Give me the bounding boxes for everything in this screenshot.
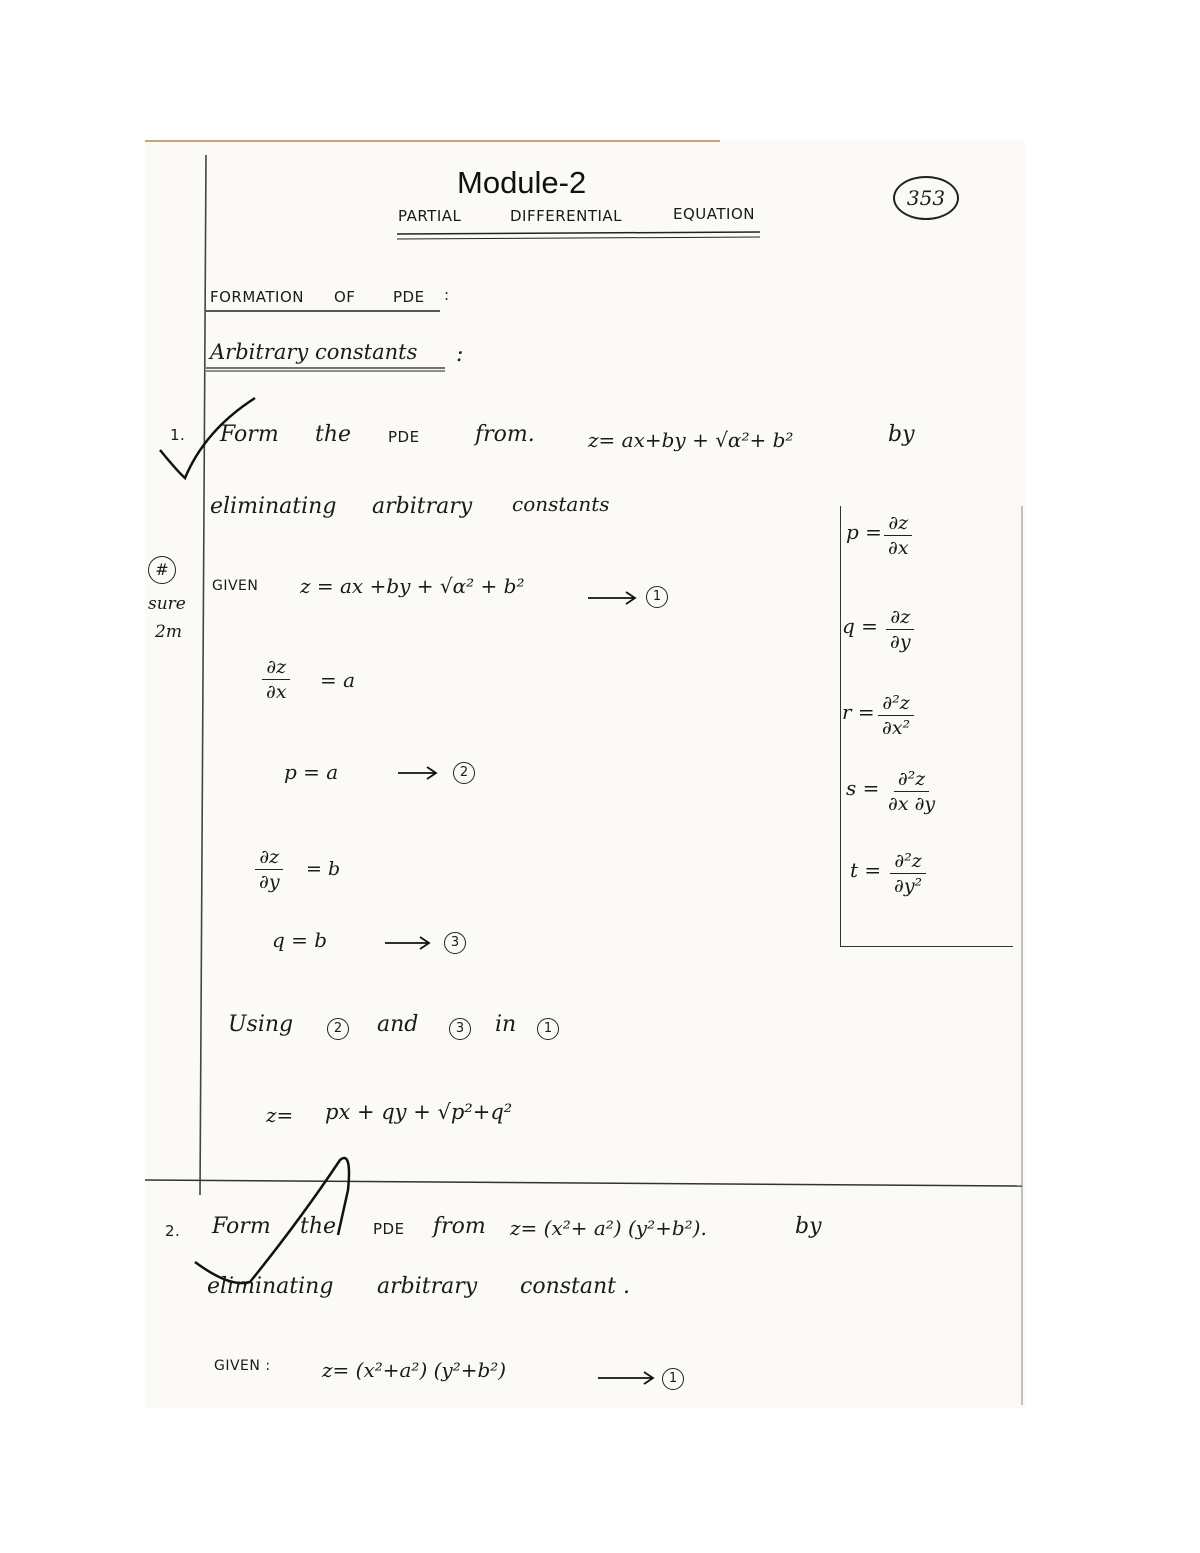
def-r-lhs: r = (842, 700, 875, 724)
fraction-denominator: ∂y (890, 631, 911, 653)
section-divider (145, 1180, 1022, 1186)
def-q-fraction (886, 606, 915, 653)
heading-of: OF (334, 288, 356, 306)
margin-note-2m: 2m (155, 622, 182, 642)
fraction-denominator: ∂x (888, 537, 909, 559)
heading-colon: : (444, 286, 450, 304)
fraction-denominator: ∂x² (882, 717, 911, 739)
using-in: in (495, 1012, 517, 1037)
ref-circle-3: 3 (444, 932, 466, 954)
subheading-colon: : (456, 342, 464, 367)
problem-1-word-pde: PDE (388, 428, 420, 446)
fraction-numerator: ∂²z (894, 768, 929, 792)
def-p-fraction (884, 512, 913, 559)
ref-circle-1: 1 (646, 586, 668, 608)
problem-2-number: 2. (165, 1222, 181, 1240)
fraction-dz-dx (262, 656, 291, 703)
margin-note-sure: sure (148, 594, 186, 614)
problem-2-word-the: the (300, 1214, 337, 1239)
subheading-arbitrary-constants: Arbitrary constants (210, 340, 418, 364)
subtitle-differential: DIFFERENTIAL (510, 207, 623, 225)
using-ref-3: 3 (449, 1018, 471, 1040)
problem-2-word-constant: constant . (520, 1274, 630, 1299)
given-equation-2: z= (x²+a²) (y²+b²) (322, 1358, 507, 1382)
subtitle-underline-2 (397, 237, 760, 239)
margin-mark-circle: # (148, 556, 176, 584)
problem-1-word-arbitrary: arbitrary (372, 494, 473, 519)
given-label-2: GIVEN : (214, 1358, 271, 1374)
subtitle-equation: EQUATION (673, 205, 755, 223)
def-s-lhs: s = (846, 776, 880, 800)
final-lhs: z= (266, 1103, 294, 1127)
q-equals-b: q = b (272, 928, 328, 952)
problem-1-word-eliminating: eliminating (210, 494, 337, 519)
problem-1-number: 1. (170, 426, 186, 444)
fraction-dz-dy (255, 846, 284, 893)
problem-2-word-from: from (433, 1214, 486, 1239)
problem-1-word-form: Form (220, 422, 279, 447)
given-label-1: GIVEN (212, 578, 259, 594)
def-p-lhs: p = (846, 520, 882, 544)
using-ref-1: 1 (537, 1018, 559, 1040)
problem-2-word-eliminating: eliminating (207, 1274, 334, 1299)
using-word: Using (228, 1012, 294, 1037)
arrows (385, 592, 653, 1384)
ref-circle-given-2: 1 (662, 1368, 684, 1390)
dz-dx-value: = a (320, 668, 356, 692)
problem-1-word-from: from. (475, 422, 535, 447)
fraction-numerator: ∂²z (890, 850, 925, 874)
fraction-numerator: ∂z (255, 846, 283, 870)
subtitle-underline (397, 232, 760, 234)
def-q-lhs: q = (842, 614, 878, 638)
def-r-fraction (878, 692, 914, 739)
using-and: and (377, 1012, 419, 1037)
fraction-numerator: ∂z (886, 606, 914, 630)
final-rhs: px + qy + √p²+q² (325, 1100, 513, 1124)
page-number-badge: 353 (893, 176, 959, 220)
fraction-denominator: ∂y² (894, 875, 923, 897)
p-equals-a: p = a (284, 760, 339, 784)
problem-1-equation: z= ax+by + √α²+ b² (588, 428, 794, 452)
fraction-numerator: ∂²z (878, 692, 913, 716)
problem-1-word-constants: constants (512, 492, 610, 516)
using-ref-2: 2 (327, 1018, 349, 1040)
def-t-fraction (890, 850, 926, 897)
def-s-fraction (884, 768, 939, 815)
fraction-numerator: ∂z (884, 512, 912, 536)
heading-formation: FORMATION (210, 288, 305, 306)
def-t-lhs: t = (850, 858, 882, 882)
problem-2-by: by (795, 1214, 822, 1239)
heading-pde: PDE (393, 288, 425, 306)
problem-2-word-form: Form (212, 1214, 271, 1239)
problem-1-word-the: the (315, 422, 352, 447)
fraction-denominator: ∂x (266, 681, 287, 703)
fraction-denominator: ∂y (259, 871, 280, 893)
problem-2-equation: z= (x²+ a²) (y²+b²). (510, 1216, 707, 1240)
ref-circle-2: 2 (453, 762, 475, 784)
margin-line (200, 155, 206, 1195)
fraction-denominator: ∂x ∂y (888, 793, 936, 815)
module-title: Module-2 (457, 165, 587, 200)
subtitle-partial: PARTIAL (398, 207, 462, 225)
problem-2-word-pde: PDE (373, 1220, 405, 1238)
fraction-numerator: ∂z (262, 656, 290, 680)
given-equation-1: z = ax +by + √α² + b² (300, 574, 525, 598)
problem-2-word-arbitrary: arbitrary (377, 1274, 478, 1299)
problem-1-by: by (888, 422, 915, 447)
dz-dy-value: = b (306, 858, 341, 880)
